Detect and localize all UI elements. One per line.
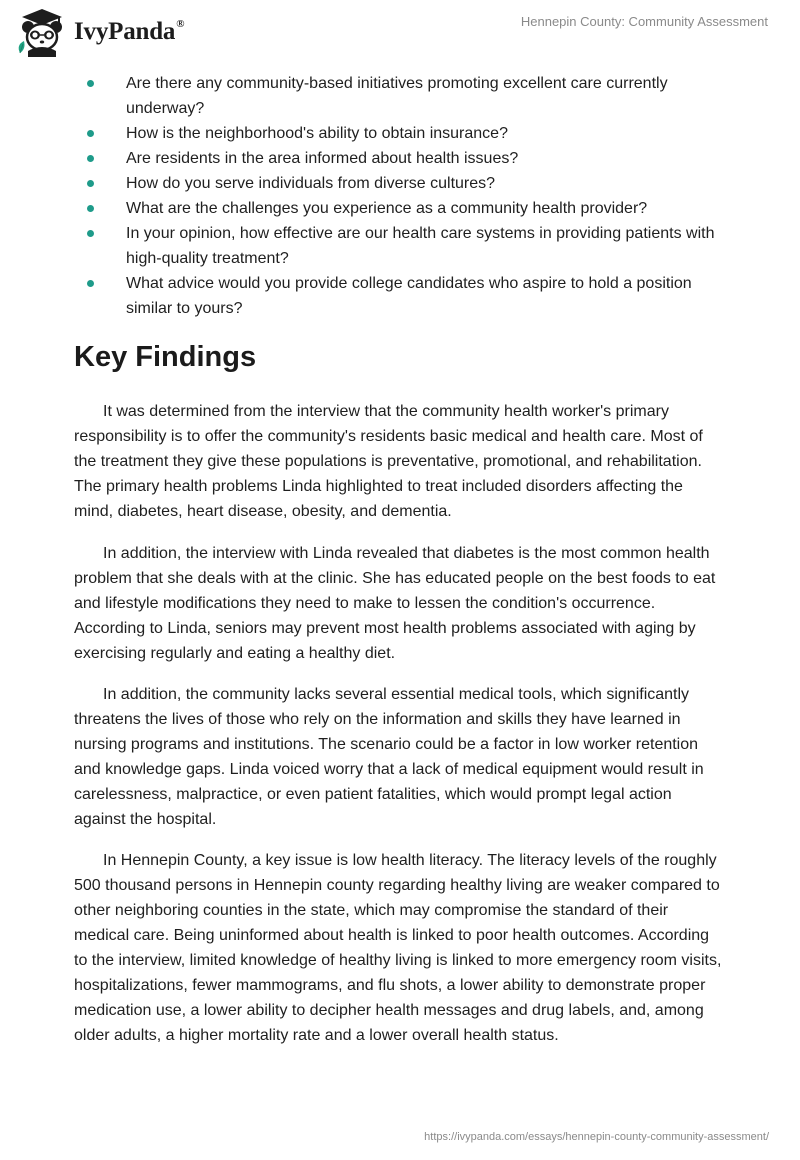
list-item-text: How do you serve individuals from diverse cultures? [126,175,496,192]
list-item-text: What advice would you provide college candidates who aspire to hold a position similar to yours? [126,275,692,317]
panda-logo-icon [14,7,70,57]
bullet-dot-icon [87,155,94,162]
bullet-dot-icon [87,80,94,87]
list-item [74,121,734,146]
list-item [74,196,734,221]
list-item-text: Are there any community-based initiatives promoting excellent care currently underway? [126,75,668,117]
bullet-dot-icon [87,130,94,137]
list-item-text: In your opinion, how effective are our health care systems in providing patients with high-quality treatment? [126,225,715,267]
paragraph: In Hennepin County, a key issue is low health literacy. The literacy levels of the roughly 500 thousand persons in Hennepin county regarding healthy living are weaker compared to other neighboring counties in the state, which may compromise the standard of their medical care. Being uninformed about health is linked to poor health outcomes. According to the interview, limited knowledge of healthy living is linked to more emergency room visits, hospitalizations, fewer mammograms, and flu shots, a lower ability to demonstrate proper medication use, a lower ability to decipher health messages and drug labels, and, among older adults, a higher mortality rate and a lower overall health status. [74,852,722,1044]
paragraph: It was determined from the interview that the community health worker's primary responsibility is to offer the community's residents basic medical and health care. Most of the treatment they give these populations is preventative, promotional, and rehabilitation. The primary health problems Linda highlighted to treat included disorders affecting the mind, diabetes, heart disease, obesity, and dementia. [74,403,703,520]
document-title: Hennepin County: Community Assessment [520,14,768,29]
list-item-text: Are residents in the area informed about health issues? [126,150,519,167]
bullet-dot-icon [87,280,94,287]
registered-mark: ® [176,17,185,30]
bullet-dot-icon [87,205,94,212]
page-header [0,0,800,60]
ivypanda-logo[interactable] [14,7,184,57]
list-item [74,271,734,321]
list-item-text: How is the neighborhood's ability to obtain insurance? [126,125,508,142]
bullet-dot-icon [87,230,94,237]
list-item [74,171,734,196]
paragraph: In addition, the community lacks several essential medical tools, which significantly threatens the lives of those who rely on the information and skills they have learned in nursing programs and institutions. The scenario could be a factor in low worker retention and knowledge gaps. Linda voiced worry that a lack of medical equipment would result in carelessness, malpractice, or even patient fatalities, which would prompt legal action against the hospital. [74,686,704,828]
list-item-text: What are the challenges you experience as a community health provider? [126,200,648,217]
logo-wordmark: IvyPanda® [74,17,185,45]
source-url-link[interactable]: https://ivypanda.com/essays/hennepin-county-community-assessment/ [424,1131,769,1143]
paragraph: In addition, the interview with Linda revealed that diabetes is the most common health problem that she deals with at the clinic. She has educated people on the best foods to eat and lifestyle modifications they need to make to lessen the condition's occurrence. According to Linda, seniors may prevent most health problems associated with aging by exercising regularly and eating a healthy diet. [74,545,716,662]
list-item [74,221,734,271]
interview-questions-list [74,71,734,321]
section-heading: Key Findings [74,341,257,373]
bullet-dot-icon [87,180,94,187]
list-item [74,71,734,121]
list-item [74,146,734,171]
